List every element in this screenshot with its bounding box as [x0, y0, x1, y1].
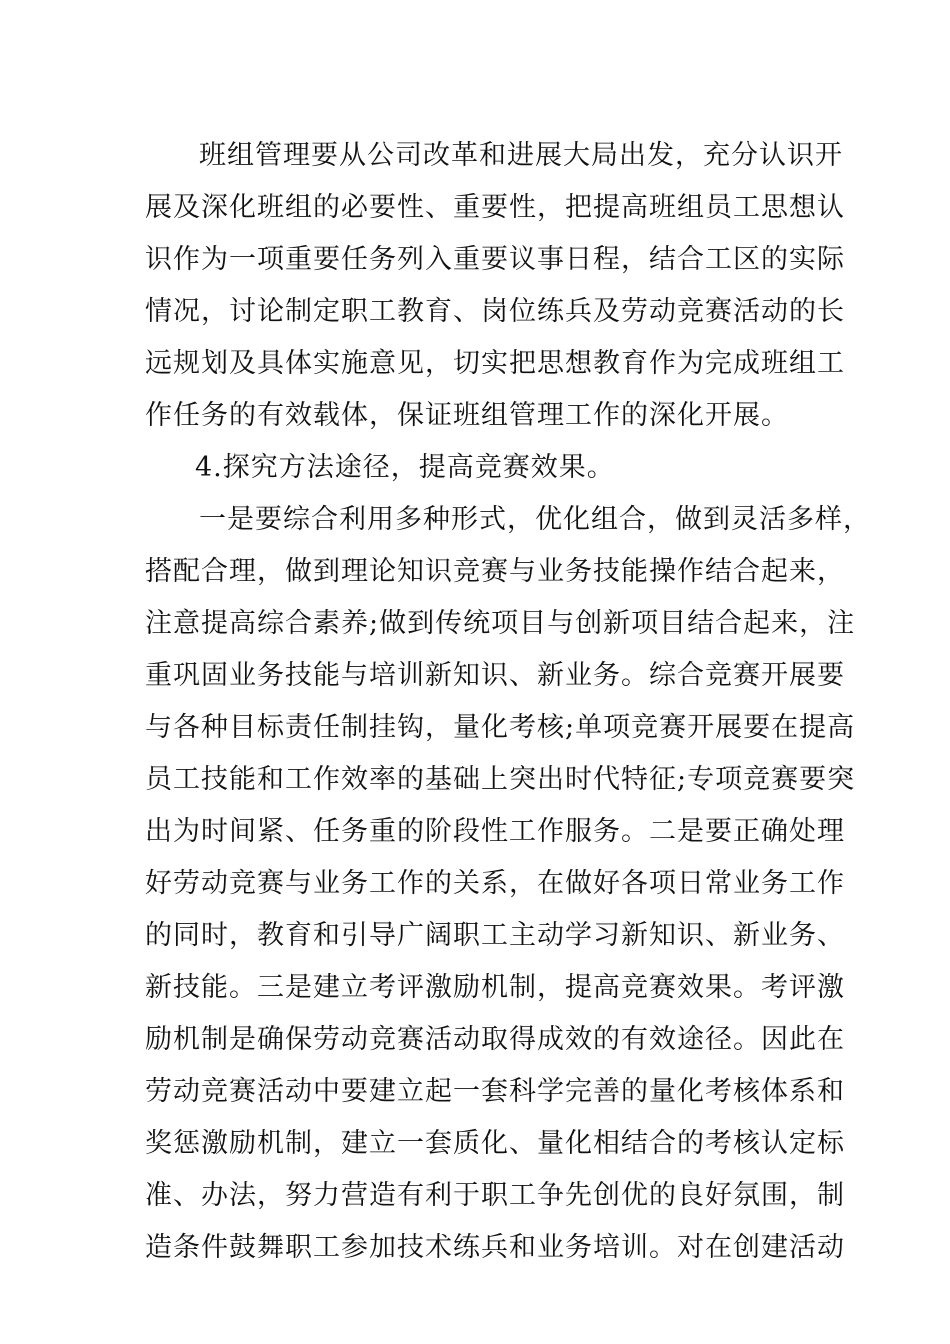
text-line: 识作为一项重要任务列入重要议事日程，结合工区的实际 — [145, 244, 845, 275]
paragraph-competition-methods — [145, 494, 871, 1274]
text-line: 展及深化班组的必要性、重要性，把提高班组员工思想认 — [145, 192, 845, 223]
text-line: 情况，讨论制定职工教育、岗位练兵及劳动竞赛活动的长 — [145, 296, 845, 327]
section-heading: 4.探究方法途径，提高竞赛效果。 — [195, 452, 615, 483]
text-line: 员工技能和工作效率的基础上突出时代特征;专项竞赛要突 — [145, 764, 856, 795]
text-line: 一是要综合利用多种形式，优化组合，做到灵活多样， — [199, 504, 871, 535]
text-line: 准、办法，努力营造有利于职工争先创优的良好氛围，制 — [145, 1180, 845, 1211]
text-line: 出为时间紧、任务重的阶段性工作服务。二是要正确处理 — [145, 816, 845, 847]
text-line: 作任务的有效载体，保证班组管理工作的深化开展。 — [145, 400, 789, 431]
text-line: 注意提高综合素养;做到传统项目与创新项目结合起来，注 — [145, 608, 856, 639]
text-line: 新技能。三是建立考评激励机制，提高竞赛效果。考评激 — [145, 972, 845, 1003]
text-line: 远规划及具体实施意见，切实把思想教育作为完成班组工 — [145, 348, 845, 379]
text-line: 搭配合理，做到理论知识竞赛与业务技能操作结合起来， — [145, 556, 845, 587]
text-line: 好劳动竞赛与业务工作的关系，在做好各项日常业务工作 — [145, 868, 845, 899]
text-line: 的同时，教育和引导广阔职工主动学习新知识、新业务、 — [145, 920, 845, 951]
text-line: 励机制是确保劳动竞赛活动取得成效的有效途径。因此在 — [145, 1024, 845, 1055]
text-line: 班组管理要从公司改革和进展大局出发，充分认识开 — [199, 140, 843, 171]
text-line: 造条件鼓舞职工参加技术练兵和业务培训。对在创建活动 — [145, 1232, 845, 1263]
text-line: 奖惩激励机制，建立一套质化、量化相结合的考核认定标 — [145, 1128, 845, 1159]
text-line: 重巩固业务技能与培训新知识、新业务。综合竞赛开展要 — [145, 660, 845, 691]
paragraph-team-management — [145, 130, 845, 442]
text-line: 劳动竞赛活动中要建立起一套科学完善的量化考核体系和 — [145, 1076, 845, 1107]
document-body — [145, 130, 871, 1274]
text-line: 与各种目标责任制挂钩，量化考核;单项竞赛开展要在提高 — [145, 712, 856, 743]
